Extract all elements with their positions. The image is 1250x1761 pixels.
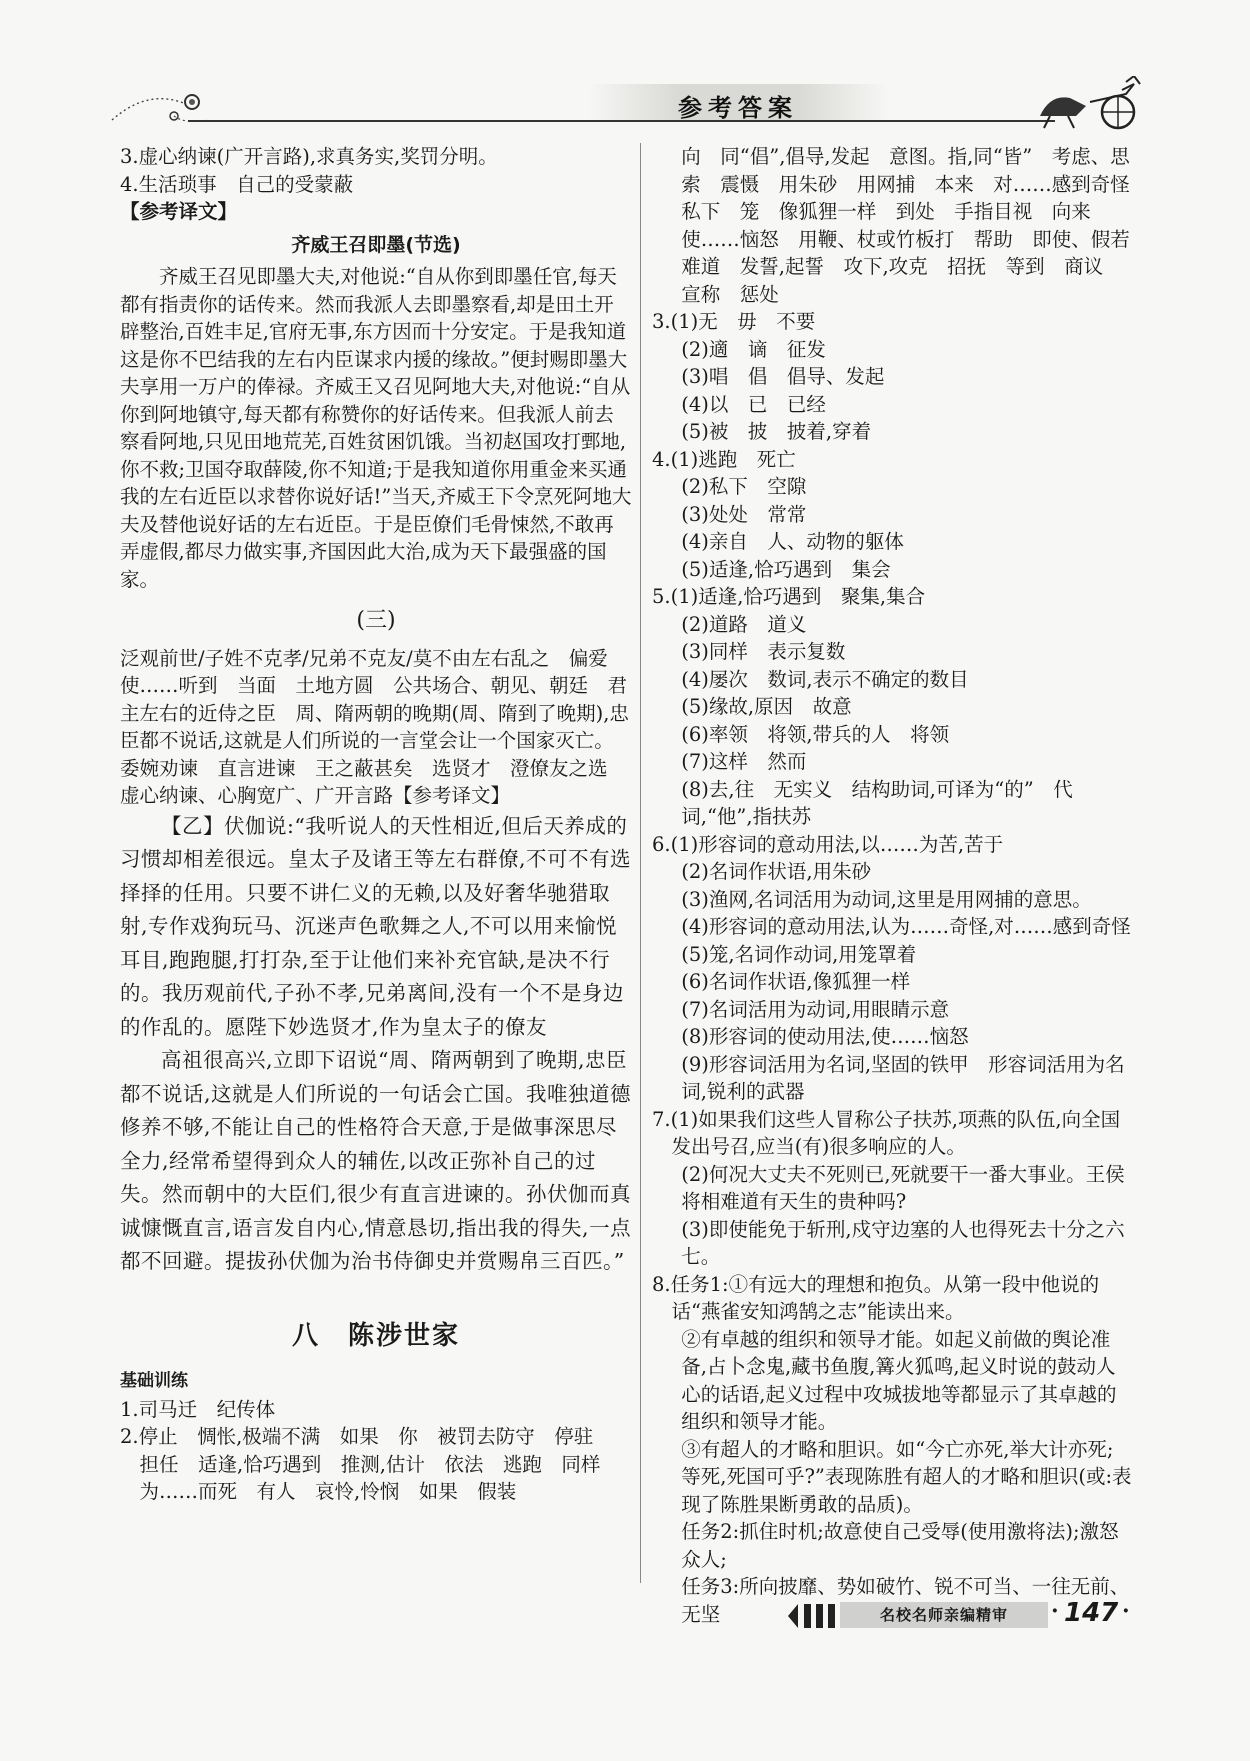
q7-line: (2)何况大丈夫不死则已,死就要干一番大事业。王侯将相难道有天生的贵种吗? xyxy=(681,1162,1125,1213)
q3-line: (5)被 披 披着,穿着 xyxy=(681,420,872,443)
q7-line: 7.(1)如果我们这些人冒称公子扶苏,项燕的队伍,向全国发出号召,应当(有)很多响应的人。 xyxy=(652,1107,1121,1158)
q5-line: (3)同样 表示复数 xyxy=(681,640,846,663)
q4-line: (2)私下 空隙 xyxy=(681,475,807,498)
q6-line: (4)形容词的意动用法,认为……奇怪,对……感到奇怪 xyxy=(681,915,1131,938)
q4-line: 4.(1)逃跑 死亡 xyxy=(652,447,796,471)
section3-answers: 泛观前世/子姓不克孝/兄弟不克友/莫不由左右乱之 偏爱 使……听到 当面 土地方圆 公共场合、朝见、朝廷 君主左右的近侍之臣 周、隋两朝的晚期(周、隋到了晚期),忠臣都不说话,这就是人们所说的一言堂会让一个国家灭亡。 委婉劝谏 直言进谏 王之蔽甚矣 选贤才 澄僚友之选 虚心纳谏、心胸宽广、广开言路【参考译文】 xyxy=(120,646,629,807)
lesson-title: 八 陈涉世家 xyxy=(291,1320,460,1351)
footer-dot: · xyxy=(1051,1598,1059,1624)
q6-line: (5)笼,名词作动词,用笼罩着 xyxy=(681,942,917,966)
answer-item-3: 3.虚心纳谏(广开言路),求真务实,奖罚分明。 xyxy=(120,145,498,168)
basic-answer-2-continued: 向 同“倡”,倡导,发起 意图。指,同“皆” 考虑、思索 震慑 用朱砂 用网捕 本来 对……感到奇怪 私下 笼 像狐狸一样 到处 手指目视 向来 使……恼怒 用鞭、杖或竹板打 帮助 即使、假若 难道 发誓,起誓 攻下,攻克 招抚 等到 商议 宣称 惩处 xyxy=(681,145,1150,306)
page-title: 参考答案 xyxy=(678,94,798,122)
chariot-ornament-icon xyxy=(1030,76,1150,132)
q6-line: (7)名词活用为动词,用眼睛示意 xyxy=(681,997,950,1021)
passage-title: 齐威王召即墨(节选) xyxy=(291,233,461,256)
q6-line: (9)形容词活用为名词,坚固的铁甲 形容词活用为名词,锐利的武器 xyxy=(681,1052,1125,1103)
q5-line: 5.(1)适逢,恰巧遇到 聚集,集合 xyxy=(652,585,926,608)
page-header xyxy=(108,84,1150,128)
q6-line: (8)形容词的使动用法,使……恼怒 xyxy=(681,1025,969,1048)
q3-line: (2)適 谪 征发 xyxy=(681,337,826,361)
q5-line: (5)缘故,原因 故意 xyxy=(681,695,852,718)
q3-line: 3.(1)无 毋 不要 xyxy=(652,310,816,333)
answer-item-4: 4.生活琐事 自己的受蒙蔽 xyxy=(120,172,354,196)
passage-translation: 齐威王召见即墨大夫,对他说:“自从你到即墨任官,每天都有指责你的话传来。然而我派人去即墨察看,却是田土开辟整治,百姓丰足,官府无事,东方因而十分安定。于是我知道这是你不巴结我的左右内臣谋求内援的缘故。”便封赐即墨大夫享用一万户的俸禄。齐威王又召见阿地大夫,对他说:“自从你到阿地镇守,每天都有称赞你的好话传来。但我派人前去察看阿地,只见田地荒芜,百姓贫困饥饿。当初赵国攻打鄄地,你不救;卫国夺取薛陵,你不知道;于是我知道你用重金来买通我的左右近臣以求替你说好话!”当天,齐威王下令烹死阿地大夫及替他说好话的左右近臣。于是臣僚们毛骨悚然,不敢再弄虚假,都尽力做实事,齐国因此大治,成为天下最强盛的国家。 xyxy=(120,265,632,591)
q8-task1-point3: ③有超人的才略和胆识。如“今亡亦死,举大计亦死;等死,死国可乎?”表现陈胜有超人的才略和胆识(或:表现了陈胜果断勇敢的品质)。 xyxy=(681,1437,1132,1516)
left-column xyxy=(120,143,632,1506)
q6-line: (3)渔网,名词活用为动词,这里是用网捕的意思。 xyxy=(681,887,1092,911)
q6-line: (6)名词作状语,像狐狸一样 xyxy=(681,970,911,993)
q5-line: (2)道路 道义 xyxy=(681,612,807,636)
page-footer xyxy=(780,1598,1160,1632)
q6-line: (2)名词作状语,用朱砂 xyxy=(681,860,872,883)
basic-answer-1: 1.司马迁 纪传体 xyxy=(120,1397,276,1421)
basic-answer-2: 2.停止 惆怅,极端不满 如果 你 被罚去防守 停驻 担任 适逢,恰巧遇到 推测,估计 依法 逃跑 同样 为……而死 有人 哀怜,怜悯 如果 假装 xyxy=(120,1425,620,1503)
q8-task3: 任务3:所向披靡、势如破竹、锐不可当、一往无前、无坚 xyxy=(681,1575,1130,1626)
header-rule xyxy=(188,120,1055,122)
basic-training-label: 基础训练 xyxy=(120,1371,188,1391)
page-number: 147 xyxy=(1064,1598,1119,1628)
section-number: (三) xyxy=(356,608,396,633)
q8-task1-point2: ②有卓越的组织和领导才能。如起义前做的舆论准备,占卜念鬼,藏书鱼腹,篝火狐鸣,起义时说的鼓动人心的话语,起义过程中攻城拔地等都显示了其卓越的组织和领导才能。 xyxy=(681,1327,1117,1433)
gaozu-translation: 高祖很高兴,立即下诏说“周、隋两朝到了晚期,忠臣都不说话,这就是人们所说的一句话会亡国。我唯独道德修养不够,不能让自己的性格符合天意,于是做事深思尽全力,经常希望得到众人的辅佐,以改正弥补自己的过失。然而朝中的大臣们,很少有直言进谏的。孙伏伽而真诚慷慨直言,语言发自内心,情意恳切,指出我的得失,一点都不回避。提拔孙伏伽为治书侍御史并赏赐帛三百匹。” xyxy=(120,1048,632,1273)
q5-line: (4)屡次 数词,表示不确定的数目 xyxy=(681,667,969,691)
reference-translation-label: 【参考译文】 xyxy=(120,200,238,223)
footer-dot: · xyxy=(1122,1598,1130,1624)
right-column xyxy=(652,143,1150,1628)
q4-line: (5)适逢,恰巧遇到 集会 xyxy=(681,557,891,581)
yi-translation: 【乙】伏伽说:“我听说人的天性相近,但后天养成的习惯却相差很远。皇太子及诸王等左右群僚,不可不有选择择的任用。只要不讲仁义的无赖,以及好奢华驰猎取射,专作戏狗玩马、沉迷声色歌舞之人,不可以用来愉悦耳目,跑跑腿,打打杂,至于让他们来补充官缺,是决不行的。我历观前代,子孙不孝,兄弟离间,没有一个不是身边的作乱的。愿陛下妙选贤才,作为皇太子的僚友 xyxy=(120,813,632,1039)
column-divider xyxy=(640,143,641,1583)
q5-line: (7)这样 然而 xyxy=(681,750,807,773)
q5-line: (8)去,往 无实义 结构助词,可译为“的” 代词,“他”,指扶苏 xyxy=(681,777,1073,828)
q4-line: (4)亲自 人、动物的躯体 xyxy=(681,530,904,553)
q3-line: (3)唱 倡 倡导、发起 xyxy=(681,365,885,388)
footer-slogan: 名校名师亲编精审 xyxy=(840,1602,1048,1628)
q5-line: (6)率领 将领,带兵的人 将领 xyxy=(681,722,950,746)
q6-line: 6.(1)形容词的意动用法,以……为苦,苦于 xyxy=(652,832,1004,856)
q7-line: (3)即使能免于斩刑,戍守边塞的人也得死去十分之六七。 xyxy=(681,1217,1125,1268)
q3-line: (4)以 已 已经 xyxy=(681,392,826,416)
footer-bars-icon xyxy=(780,1604,840,1628)
q8-task1: 8.任务1:①有远大的理想和抱负。从第一段中他说的话“燕雀安知鸿鹄之志”能读出来。 xyxy=(652,1272,1100,1323)
q8-task2: 任务2:抓住时机;故意使自己受辱(使用激将法);激怒众人; xyxy=(681,1520,1119,1571)
q4-line: (3)处处 常常 xyxy=(681,502,807,526)
